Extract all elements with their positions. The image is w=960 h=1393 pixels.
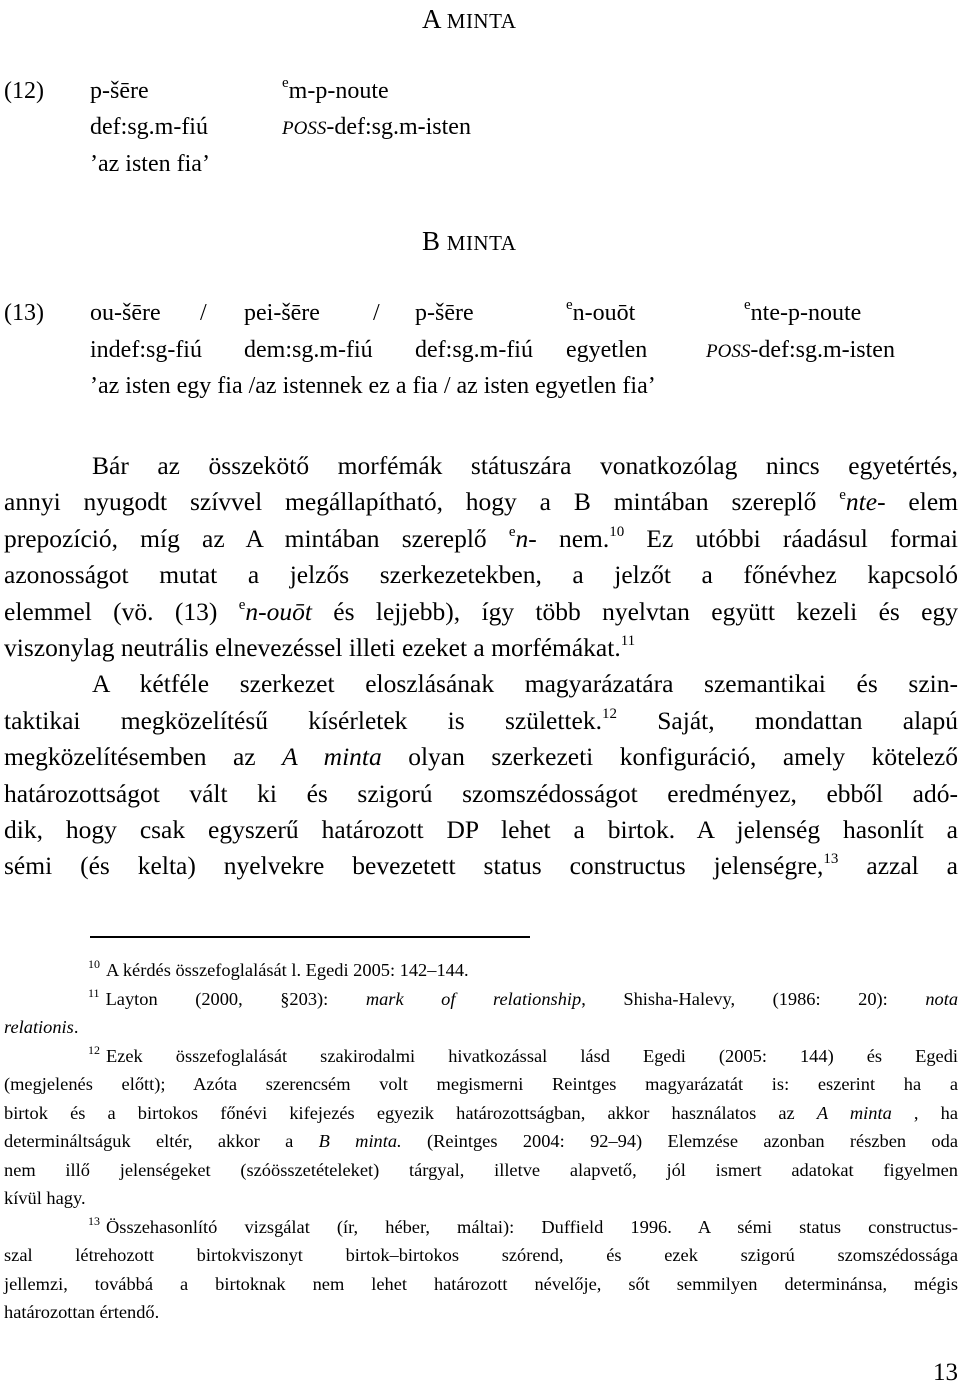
gloss-separator: / <box>373 300 380 326</box>
gloss-label: POSS-def:sg.m-isten <box>706 337 895 363</box>
text-line: sémi (és kelta) nyelvekre bevezetett status constructus jelenségre,$^{13}$ azzal a <box>4 851 958 881</box>
gloss-label: def:sg.m-fiú <box>415 337 533 363</box>
text-line: azonosságot mutat a jelzős szerkezetekben, a jelzőt a főnévhez kapcsoló <box>4 560 958 590</box>
gloss-separator: / <box>200 300 207 326</box>
text-line: viszonylag neutrális elnevezéssel illeti ezeket a morfémákat.$^{11}$ <box>4 632 636 662</box>
gloss-translation: ’az isten fia’ <box>90 151 210 177</box>
footnote-line: kívül hagy. <box>4 1188 86 1208</box>
body-text <box>4 448 958 885</box>
gloss-word: ou-šēre <box>90 300 161 326</box>
text-line: A kétféle szerkezet eloszlásának magyarázatára szemantikai és szin- <box>92 669 958 699</box>
footnote-line: határozottan értendő. <box>4 1302 160 1322</box>
gloss-label: egyetlen <box>566 337 648 363</box>
page-number: 13 <box>933 1359 958 1386</box>
footnote-line: szal létrehozott birtokviszonyt birtok–birtokos szórend, és ezek szigorú szomszédossága <box>4 1245 958 1265</box>
footnote-ref: 13 <box>823 851 839 868</box>
footnote-line: jellemzi, továbbá a birtoknak nem lehet határozott névelője, sőt semmilyen determinánsa, mégis <box>4 1273 958 1294</box>
example-number: (13) <box>4 300 44 326</box>
heading-a-minta: A MINTA <box>422 4 517 34</box>
gloss-word: $^e$n-ouōt <box>566 297 636 326</box>
example-number: (12) <box>4 78 44 104</box>
gloss-word: pei-šēre <box>244 300 320 326</box>
footnote-12: $^{12}$ Ezek összefoglalását szakirodalmi hivatkozással lásd Egedi (2005: 144) és Egedi <box>88 1042 958 1066</box>
footnote-ref: 12 <box>601 705 617 722</box>
text-line: elemmel (vö. (13) $^e$n-ouōt és lejjebb), így több nyelvtan együtt kezeli és egy <box>4 596 958 626</box>
footnote-13: $^{13}$ Összehasonlító vizsgálat (ír, héber, máltai): Duffield 1996. A sémi status constructus- <box>88 1213 958 1237</box>
footnote-11: $^{11}$ Layton (2000, §203): mark of relationship, Shisha-Halevy, (1986: 20): nota <box>88 985 959 1009</box>
gloss-word: p-šēre <box>415 300 474 326</box>
gloss-label: indef:sg-fiú <box>90 337 202 363</box>
text-line: megközelítésemben az A minta olyan szerkezeti konfiguráció, amely kötelező <box>4 742 958 772</box>
gloss-label: dem:sg.m-fiú <box>244 337 373 363</box>
footnote-line: birtok és a birtokos főnévi kifejezés egyezik határozottságban, akkor használatos az A minta , ha <box>4 1102 959 1123</box>
text-line: dik, hogy csak egyszerű határozott DP lehet a birtok. A jelenség hasonlít a <box>4 814 958 844</box>
footnote-line: (megjelenés előtt); Azóta szerencsém volt megismerni Reintges magyarázatát is: eszerint ha a <box>4 1074 958 1094</box>
footnotes <box>4 956 958 1327</box>
footnote-11-cont: relationis. <box>4 1017 79 1037</box>
text-line: Bár az összekötő morfémák státuszára vonatkozólag nincs egyetértés, <box>92 451 958 480</box>
footnote-ref: 10 <box>609 523 625 540</box>
gloss-translation: ’az isten egy fia /az istennek ez a fia / az isten egyetlen fia’ <box>90 373 656 399</box>
text-line: prepozíció, míg az A mintában szereplő $^e$n- nem.$^{10}$ Ez utóbbi ráadásul formai <box>4 523 958 553</box>
gloss-label: POSS-def:sg.m-isten <box>282 114 471 140</box>
text-line: határozottságot vált ki és szigorú szomszédosságot eredményez, ebből adó- <box>4 778 958 808</box>
footnote-10: $^{10}$ A kérdés összefoglalását l. Egedi 2005: 142–144. <box>88 957 469 980</box>
gloss-word: $^e$nte-p-noute <box>744 297 862 326</box>
text-line: taktikai megközelítésű kísérletek is születtek.$^{12}$ Saját, mondattan alapú <box>4 705 958 735</box>
footnote-ref: 11 <box>620 632 636 649</box>
gloss-word: $^e$m-p-noute <box>282 75 389 104</box>
text-line: annyi nyugodt szívvel megállapítható, hogy a B mintában szereplő $^e$nte- elem <box>4 487 958 517</box>
heading-b-minta: B MINTA <box>422 226 517 256</box>
gloss-label: def:sg.m-fiú <box>90 114 208 140</box>
footnote-line: nem illő jelenségeket (szóösszetételeket) tárgyal, illetve alapvető, jól ismert adatokat figyelmen <box>4 1159 958 1180</box>
footnote-line: determináltságuk eltér, akkor a B minta. (Reintges 2004: 92–94) Elemzése azonban részben oda <box>4 1131 958 1151</box>
gloss-word: p-šēre <box>90 78 149 104</box>
footnote-separator <box>90 936 530 938</box>
